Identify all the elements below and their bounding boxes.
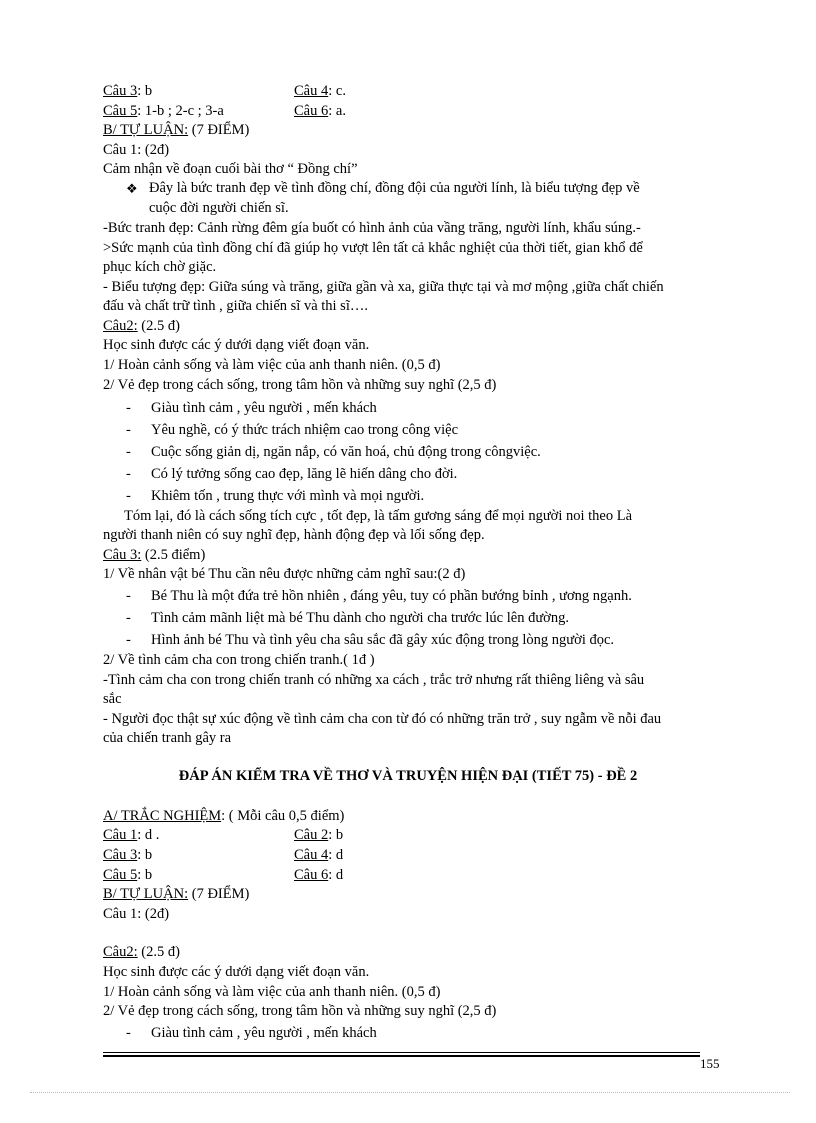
paragraph-line: 2/ Về tình cảm cha con trong chiến tranh.( 1đ ) (103, 652, 375, 668)
list-item: Giàu tình cảm , yêu người , mến khách (151, 400, 377, 416)
section-heading (103, 121, 249, 140)
answer-row (294, 102, 346, 121)
list-bullet: - (126, 1025, 131, 1041)
paragraph-line: 1/ Về nhân vật bé Thu cần nêu được những cảm nghĩ sau:(2 đ) (103, 566, 466, 582)
paragraph-line: Cảm nhận về đoạn cuối bài thơ “ Đồng chí” (103, 161, 358, 177)
answer-value: : d . (137, 827, 160, 843)
footer-rule-thin (103, 1052, 700, 1053)
paragraph-line: 1/ Hoàn cảnh sống và làm việc của anh thanh niên. (0,5 đ) (103, 357, 441, 373)
answer-value: : b (137, 83, 153, 99)
answer-value: : 1-b ; 2-c ; 3-a (137, 103, 224, 119)
list-bullet: - (126, 588, 131, 604)
section-heading (103, 885, 249, 904)
question-heading: Câu 1: (2đ) (103, 142, 170, 158)
paragraph-line: cuộc đời người chiến sĩ. (149, 200, 289, 216)
paragraph-line: đấu và chất trữ tình , giữa chiến sĩ và thi sĩ…. (103, 298, 368, 314)
question-heading (103, 317, 180, 336)
answer-row (294, 866, 343, 885)
list-item: Hình ảnh bé Thu và tình yêu cha sâu sắc đã gây xúc động trong lòng người đọc. (151, 632, 615, 648)
paragraph-line: Tóm lại, đó là cách sống tích cực , tốt đẹp, là tấm gương sáng để mọi người noi theo Là (124, 508, 633, 524)
paragraph-line: >Sức mạnh của tình đồng chí đã giúp họ vượt lên tất cả khắc nghiệt của thời tiết, gian khổ để (103, 240, 643, 256)
paragraph-line: -Bức tranh đẹp: Cảnh rừng đêm gía buốt có hình ảnh của vầng trăng, người lính, khẩu súng.- (103, 220, 641, 236)
question-label: Câu 6 (294, 867, 329, 883)
question-label: Câu 3 (103, 847, 138, 863)
paragraph-line: người thanh niên có suy nghĩ đẹp, hành động đẹp và lối sống đẹp. (103, 527, 485, 543)
list-bullet: - (126, 444, 131, 460)
answer-row (294, 826, 343, 845)
question-label: Câu 4 (294, 847, 329, 863)
question-label: Câu 4 (294, 83, 329, 99)
paragraph-line: - Người đọc thật sự xúc động về tình cảm cha con từ đó có những trăn trở , suy ngẫm về nỗi đau (103, 711, 662, 727)
section-heading (103, 807, 344, 826)
paragraph-line: 2/ Vẻ đẹp trong cách sống, trong tâm hồn và những suy nghĩ (2,5 đ) (103, 377, 497, 393)
paragraph-line: 2/ Vẻ đẹp trong cách sống, trong tâm hồn và những suy nghĩ (2,5 đ) (103, 1003, 497, 1019)
paragraph-line: phục kích chờ giặc. (103, 259, 217, 275)
list-item: Khiêm tốn , trung thực với mình và mọi người. (151, 488, 425, 504)
question-label: Câu 3: (103, 547, 142, 563)
answer-row (294, 846, 343, 865)
answer-value: : b (137, 847, 153, 863)
answer-row (294, 82, 346, 101)
paragraph-line: - Biểu tượng đẹp: Giữa súng và trăng, giữa gần và xa, giữa thực tại và mơ mộng ,giữa chất chiến (103, 279, 664, 295)
list-bullet: - (126, 466, 131, 482)
question-label: Câu 1 (103, 827, 138, 843)
list-item: Tình cảm mãnh liệt mà bé Thu dành cho người cha trước lúc lên đường. (151, 610, 569, 626)
question-points: (2.5 đ) (137, 944, 180, 960)
answer-row (103, 846, 152, 865)
list-item: Có lý tưởng sống cao đẹp, lăng lẽ hiến dâng cho đời. (151, 466, 458, 482)
list-item: Giàu tình cảm , yêu người , mến khách (151, 1025, 377, 1041)
question-label: Câu 5 (103, 867, 138, 883)
paragraph-line: sắc (103, 691, 122, 707)
section-heading-points: (7 ĐIỂM) (188, 122, 250, 138)
list-item: Yêu nghề, có ý thức trách nhiệm cao trong công việc (151, 422, 459, 438)
diamond-bullet-icon: ❖ (126, 181, 138, 196)
answer-row (103, 102, 224, 121)
answer-value: : d (328, 867, 344, 883)
answer-value: : a. (328, 103, 346, 119)
question-heading: Câu 1: (2đ) (103, 906, 170, 922)
section-heading-label: B/ TỰ LUẬN: (103, 122, 189, 138)
question-heading (103, 546, 205, 565)
section-title: ĐÁP ÁN KIỂM TRA VỀ THƠ VÀ TRUYỆN HIỆN ĐẠI (TIẾT 75) - ĐỀ 2 (178, 768, 638, 784)
list-bullet: - (126, 422, 131, 438)
paragraph-line: Học sinh được các ý dưới dạng viết đoạn văn. (103, 964, 370, 980)
question-label: Câu 5 (103, 103, 138, 119)
list-bullet: - (126, 488, 131, 504)
paragraph-line: Đây là bức tranh đẹp về tình đồng chí, đồng đội của người lính, là biểu tượng đẹp về (149, 180, 640, 196)
answer-row (103, 826, 159, 845)
question-label: Câu2: (103, 944, 138, 960)
question-label: Câu 6 (294, 103, 329, 119)
answer-value: : d (328, 847, 344, 863)
section-heading-label: B/ TỰ LUẬN: (103, 886, 189, 902)
footer-rule-thick (103, 1055, 700, 1057)
question-label: Câu2: (103, 318, 138, 334)
list-bullet: - (126, 400, 131, 416)
page-edge-divider (30, 1092, 790, 1093)
section-heading-label: A/ TRẮC NGHIỆM (103, 808, 222, 824)
list-item: Cuộc sống giản dị, ngăn nắp, có văn hoá, chủ động trong côngviệc. (151, 444, 541, 460)
paragraph-line: của chiến tranh gây ra (103, 730, 232, 746)
answer-value: : b (137, 867, 153, 883)
list-bullet: - (126, 610, 131, 626)
section-heading-points: (7 ĐIỂM) (188, 886, 250, 902)
paragraph-line: -Tình cảm cha con trong chiến tranh có những xa cách , trắc trở nhưng rất thiêng liêng và sâu (103, 672, 645, 688)
page-number: 155 (700, 1056, 720, 1071)
answer-row (103, 866, 152, 885)
section-heading-note: : ( Mỗi câu 0,5 điểm) (221, 808, 345, 824)
paragraph-line: Học sinh được các ý dưới dạng viết đoạn văn. (103, 337, 370, 353)
question-points: (2.5 điểm) (141, 547, 206, 563)
list-bullet: - (126, 632, 131, 648)
question-label: Câu 2 (294, 827, 329, 843)
list-item: Bé Thu là một đứa trẻ hồn nhiên , đáng yêu, tuy có phần bướng bỉnh , ương ngạnh. (151, 588, 632, 604)
question-points: (2.5 đ) (137, 318, 180, 334)
answer-value: : b (328, 827, 344, 843)
answer-value: : c. (328, 83, 346, 99)
question-heading (103, 943, 180, 962)
answer-row (103, 82, 152, 101)
question-label: Câu 3 (103, 83, 138, 99)
paragraph-line: 1/ Hoàn cảnh sống và làm việc của anh thanh niên. (0,5 đ) (103, 984, 441, 1000)
